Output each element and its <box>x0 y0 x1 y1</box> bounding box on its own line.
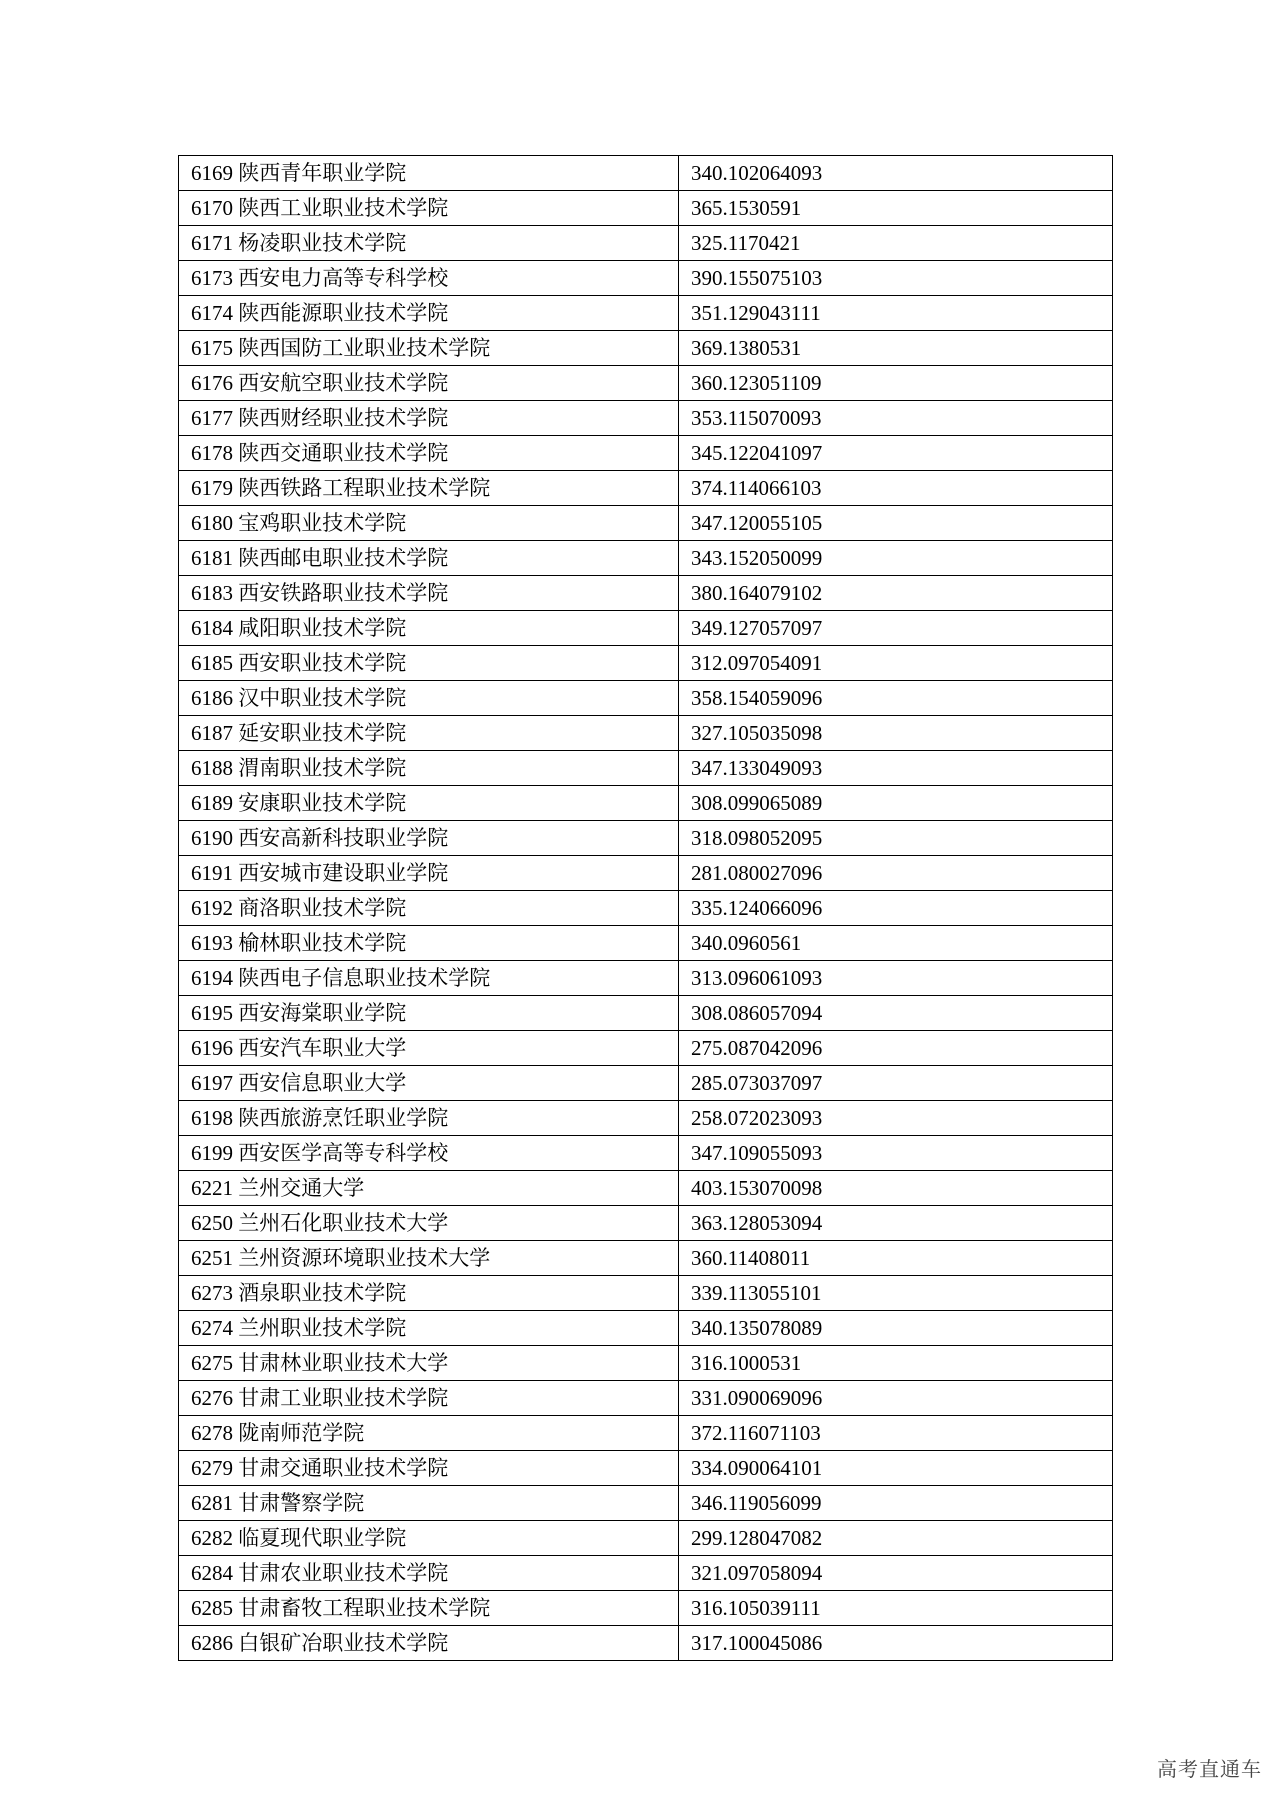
school-code: 6197 <box>191 1071 233 1095</box>
school-code: 6199 <box>191 1141 233 1165</box>
school-code: 6176 <box>191 371 233 395</box>
score-cell: 340.0960561 <box>679 926 1113 961</box>
table-row <box>179 541 1113 576</box>
score-cell: 316.105039111 <box>679 1591 1113 1626</box>
school-cell <box>179 786 679 821</box>
school-code: 6170 <box>191 196 233 220</box>
table-row <box>179 821 1113 856</box>
score-cell: 374.114066103 <box>679 471 1113 506</box>
school-name: 兰州资源环境职业技术大学 <box>238 1246 491 1270</box>
score-cell: 258.072023093 <box>679 1101 1113 1136</box>
score-cell: 347.133049093 <box>679 751 1113 786</box>
school-name: 甘肃工业职业技术学院 <box>238 1386 449 1410</box>
score-cell: 358.154059096 <box>679 681 1113 716</box>
table-row <box>179 1416 1113 1451</box>
school-code: 6192 <box>191 896 233 920</box>
score-cell: 327.105035098 <box>679 716 1113 751</box>
school-code: 6198 <box>191 1106 233 1130</box>
table-row <box>179 646 1113 681</box>
table-row <box>179 331 1113 366</box>
school-cell <box>179 1416 679 1451</box>
table-row <box>179 1591 1113 1626</box>
table-row <box>179 1626 1113 1661</box>
school-code: 6177 <box>191 406 233 430</box>
school-code: 6281 <box>191 1491 233 1515</box>
score-cell: 369.1380531 <box>679 331 1113 366</box>
school-name: 甘肃警察学院 <box>238 1491 365 1515</box>
table-row <box>179 1346 1113 1381</box>
school-name: 甘肃农业职业技术学院 <box>238 1561 449 1585</box>
table-row <box>179 786 1113 821</box>
score-cell: 360.123051109 <box>679 366 1113 401</box>
table-row <box>179 226 1113 261</box>
school-code: 6279 <box>191 1456 233 1480</box>
school-cell <box>179 646 679 681</box>
score-cell: 380.164079102 <box>679 576 1113 611</box>
school-name: 杨凌职业技术学院 <box>238 231 407 255</box>
school-code: 6194 <box>191 966 233 990</box>
school-name: 白银矿冶职业技术学院 <box>238 1631 449 1655</box>
school-cell <box>179 1521 679 1556</box>
school-name: 延安职业技术学院 <box>238 721 407 745</box>
school-cell <box>179 751 679 786</box>
school-name: 甘肃林业职业技术大学 <box>238 1351 449 1375</box>
table-row <box>179 1101 1113 1136</box>
table-row <box>179 1521 1113 1556</box>
table-row <box>179 1241 1113 1276</box>
school-code: 6171 <box>191 231 233 255</box>
school-cell <box>179 716 679 751</box>
score-cell: 346.119056099 <box>679 1486 1113 1521</box>
school-cell <box>179 1346 679 1381</box>
school-code: 6284 <box>191 1561 233 1585</box>
school-code: 6180 <box>191 511 233 535</box>
school-code: 6179 <box>191 476 233 500</box>
school-name: 西安医学高等专科学校 <box>238 1141 449 1165</box>
school-name: 兰州职业技术学院 <box>238 1316 407 1340</box>
school-cell <box>179 891 679 926</box>
school-cell <box>179 156 679 191</box>
school-code: 6275 <box>191 1351 233 1375</box>
table-row <box>179 261 1113 296</box>
school-code: 6250 <box>191 1211 233 1235</box>
school-code: 6181 <box>191 546 233 570</box>
school-cell <box>179 1486 679 1521</box>
school-cell <box>179 1381 679 1416</box>
school-code: 6285 <box>191 1596 233 1620</box>
school-cell <box>179 226 679 261</box>
score-cell: 349.127057097 <box>679 611 1113 646</box>
school-name: 西安职业技术学院 <box>238 651 407 675</box>
table-row <box>179 1031 1113 1066</box>
school-cell <box>179 926 679 961</box>
school-name: 甘肃畜牧工程职业技术学院 <box>238 1596 491 1620</box>
school-code: 6183 <box>191 581 233 605</box>
table-row <box>179 891 1113 926</box>
table-row <box>179 1486 1113 1521</box>
score-cell: 347.120055105 <box>679 506 1113 541</box>
table-row <box>179 1556 1113 1591</box>
school-name: 渭南职业技术学院 <box>238 756 407 780</box>
score-cell: 360.11408011 <box>679 1241 1113 1276</box>
table-row <box>179 1171 1113 1206</box>
school-code: 6185 <box>191 651 233 675</box>
school-code: 6274 <box>191 1316 233 1340</box>
table-row <box>179 1311 1113 1346</box>
score-cell: 285.073037097 <box>679 1066 1113 1101</box>
school-name: 西安信息职业大学 <box>238 1071 407 1095</box>
school-name: 西安电力高等专科学校 <box>238 266 449 290</box>
table-row <box>179 751 1113 786</box>
school-name: 宝鸡职业技术学院 <box>238 511 407 535</box>
school-name: 陕西电子信息职业技术学院 <box>238 966 491 990</box>
table-row <box>179 611 1113 646</box>
score-cell: 340.135078089 <box>679 1311 1113 1346</box>
school-code: 6278 <box>191 1421 233 1445</box>
school-code: 6184 <box>191 616 233 640</box>
score-cell: 275.087042096 <box>679 1031 1113 1066</box>
score-cell: 316.1000531 <box>679 1346 1113 1381</box>
school-name: 商洛职业技术学院 <box>238 896 407 920</box>
school-name: 咸阳职业技术学院 <box>238 616 407 640</box>
school-code: 6188 <box>191 756 233 780</box>
school-cell <box>179 296 679 331</box>
school-name: 酒泉职业技术学院 <box>238 1281 407 1305</box>
score-cell: 403.153070098 <box>679 1171 1113 1206</box>
school-code: 6276 <box>191 1386 233 1410</box>
score-cell: 390.155075103 <box>679 261 1113 296</box>
table-row <box>179 1381 1113 1416</box>
school-cell <box>179 1591 679 1626</box>
school-name: 陕西工业职业技术学院 <box>238 196 449 220</box>
score-cell: 334.090064101 <box>679 1451 1113 1486</box>
school-cell <box>179 681 679 716</box>
school-cell <box>179 1276 679 1311</box>
school-cell <box>179 1031 679 1066</box>
score-cell: 281.080027096 <box>679 856 1113 891</box>
school-name: 陕西旅游烹饪职业学院 <box>238 1106 449 1130</box>
table-row <box>179 156 1113 191</box>
table-row <box>179 506 1113 541</box>
school-cell <box>179 541 679 576</box>
school-cell <box>179 506 679 541</box>
watermark: 高考直通车 <box>1157 1757 1262 1781</box>
table-row <box>179 191 1113 226</box>
school-cell <box>179 1066 679 1101</box>
school-code: 6175 <box>191 336 233 360</box>
school-cell <box>179 471 679 506</box>
school-cell <box>179 1171 679 1206</box>
school-name: 陇南师范学院 <box>238 1421 365 1445</box>
school-code: 6221 <box>191 1176 233 1200</box>
score-cell: 351.129043111 <box>679 296 1113 331</box>
school-cell <box>179 191 679 226</box>
table-row <box>179 366 1113 401</box>
school-name: 陕西邮电职业技术学院 <box>238 546 449 570</box>
score-cell: 331.090069096 <box>679 1381 1113 1416</box>
school-cell <box>179 366 679 401</box>
table-row <box>179 1136 1113 1171</box>
school-name: 甘肃交通职业技术学院 <box>238 1456 449 1480</box>
school-cell <box>179 1241 679 1276</box>
score-cell: 317.100045086 <box>679 1626 1113 1661</box>
score-cell: 335.124066096 <box>679 891 1113 926</box>
school-cell <box>179 1451 679 1486</box>
school-name: 安康职业技术学院 <box>238 791 407 815</box>
table-row <box>179 296 1113 331</box>
school-cell <box>179 436 679 471</box>
school-name: 陕西青年职业学院 <box>238 161 407 185</box>
school-code: 6196 <box>191 1036 233 1060</box>
school-code: 6178 <box>191 441 233 465</box>
school-cell <box>179 1136 679 1171</box>
school-code: 6193 <box>191 931 233 955</box>
score-cell: 325.1170421 <box>679 226 1113 261</box>
school-name: 西安高新科技职业学院 <box>238 826 449 850</box>
school-name: 陕西财经职业技术学院 <box>238 406 449 430</box>
school-name: 汉中职业技术学院 <box>238 686 407 710</box>
score-cell: 313.096061093 <box>679 961 1113 996</box>
school-cell <box>179 1101 679 1136</box>
school-cell <box>179 856 679 891</box>
score-cell: 345.122041097 <box>679 436 1113 471</box>
school-name: 西安航空职业技术学院 <box>238 371 449 395</box>
table-row <box>179 1066 1113 1101</box>
score-cell: 318.098052095 <box>679 821 1113 856</box>
score-cell: 365.1530591 <box>679 191 1113 226</box>
school-name: 临夏现代职业学院 <box>238 1526 407 1550</box>
score-cell: 321.097058094 <box>679 1556 1113 1591</box>
school-code: 6186 <box>191 686 233 710</box>
score-table <box>178 155 1113 1661</box>
score-cell: 372.116071103 <box>679 1416 1113 1451</box>
school-name: 西安海棠职业学院 <box>238 1001 407 1025</box>
table-row <box>179 961 1113 996</box>
school-cell <box>179 1626 679 1661</box>
school-name: 陕西能源职业技术学院 <box>238 301 449 325</box>
school-name: 陕西铁路工程职业技术学院 <box>238 476 491 500</box>
school-code: 6187 <box>191 721 233 745</box>
score-cell: 308.099065089 <box>679 786 1113 821</box>
school-code: 6286 <box>191 1631 233 1655</box>
school-cell <box>179 1311 679 1346</box>
table-row <box>179 1276 1113 1311</box>
table-row <box>179 716 1113 751</box>
score-table-body <box>179 156 1113 1661</box>
school-code: 6195 <box>191 1001 233 1025</box>
school-code: 6169 <box>191 161 233 185</box>
score-table-container <box>178 155 1112 1661</box>
school-name: 陕西交通职业技术学院 <box>238 441 449 465</box>
school-cell <box>179 1206 679 1241</box>
table-row <box>179 681 1113 716</box>
school-name: 兰州石化职业技术大学 <box>238 1211 449 1235</box>
table-row <box>179 436 1113 471</box>
score-cell: 299.128047082 <box>679 1521 1113 1556</box>
score-cell: 363.128053094 <box>679 1206 1113 1241</box>
table-row <box>179 471 1113 506</box>
score-cell: 353.115070093 <box>679 401 1113 436</box>
school-name: 西安城市建设职业学院 <box>238 861 449 885</box>
score-cell: 343.152050099 <box>679 541 1113 576</box>
school-cell <box>179 821 679 856</box>
school-code: 6191 <box>191 861 233 885</box>
score-cell: 308.086057094 <box>679 996 1113 1031</box>
school-code: 6251 <box>191 1246 233 1270</box>
school-name: 兰州交通大学 <box>238 1176 365 1200</box>
school-code: 6273 <box>191 1281 233 1305</box>
school-cell <box>179 331 679 366</box>
school-cell <box>179 401 679 436</box>
score-cell: 340.102064093 <box>679 156 1113 191</box>
school-code: 6174 <box>191 301 233 325</box>
school-code: 6282 <box>191 1526 233 1550</box>
table-row <box>179 576 1113 611</box>
school-name: 陕西国防工业职业技术学院 <box>238 336 491 360</box>
school-cell <box>179 961 679 996</box>
school-cell <box>179 611 679 646</box>
school-cell <box>179 261 679 296</box>
table-row <box>179 401 1113 436</box>
school-name: 西安铁路职业技术学院 <box>238 581 449 605</box>
score-cell: 347.109055093 <box>679 1136 1113 1171</box>
school-cell <box>179 996 679 1031</box>
school-name: 榆林职业技术学院 <box>238 931 407 955</box>
table-row <box>179 996 1113 1031</box>
school-cell <box>179 576 679 611</box>
school-code: 6189 <box>191 791 233 815</box>
school-code: 6173 <box>191 266 233 290</box>
table-row <box>179 1206 1113 1241</box>
school-code: 6190 <box>191 826 233 850</box>
table-row <box>179 1451 1113 1486</box>
score-cell: 312.097054091 <box>679 646 1113 681</box>
school-name: 西安汽车职业大学 <box>238 1036 407 1060</box>
table-row <box>179 856 1113 891</box>
score-cell: 339.113055101 <box>679 1276 1113 1311</box>
table-row <box>179 926 1113 961</box>
school-cell <box>179 1556 679 1591</box>
